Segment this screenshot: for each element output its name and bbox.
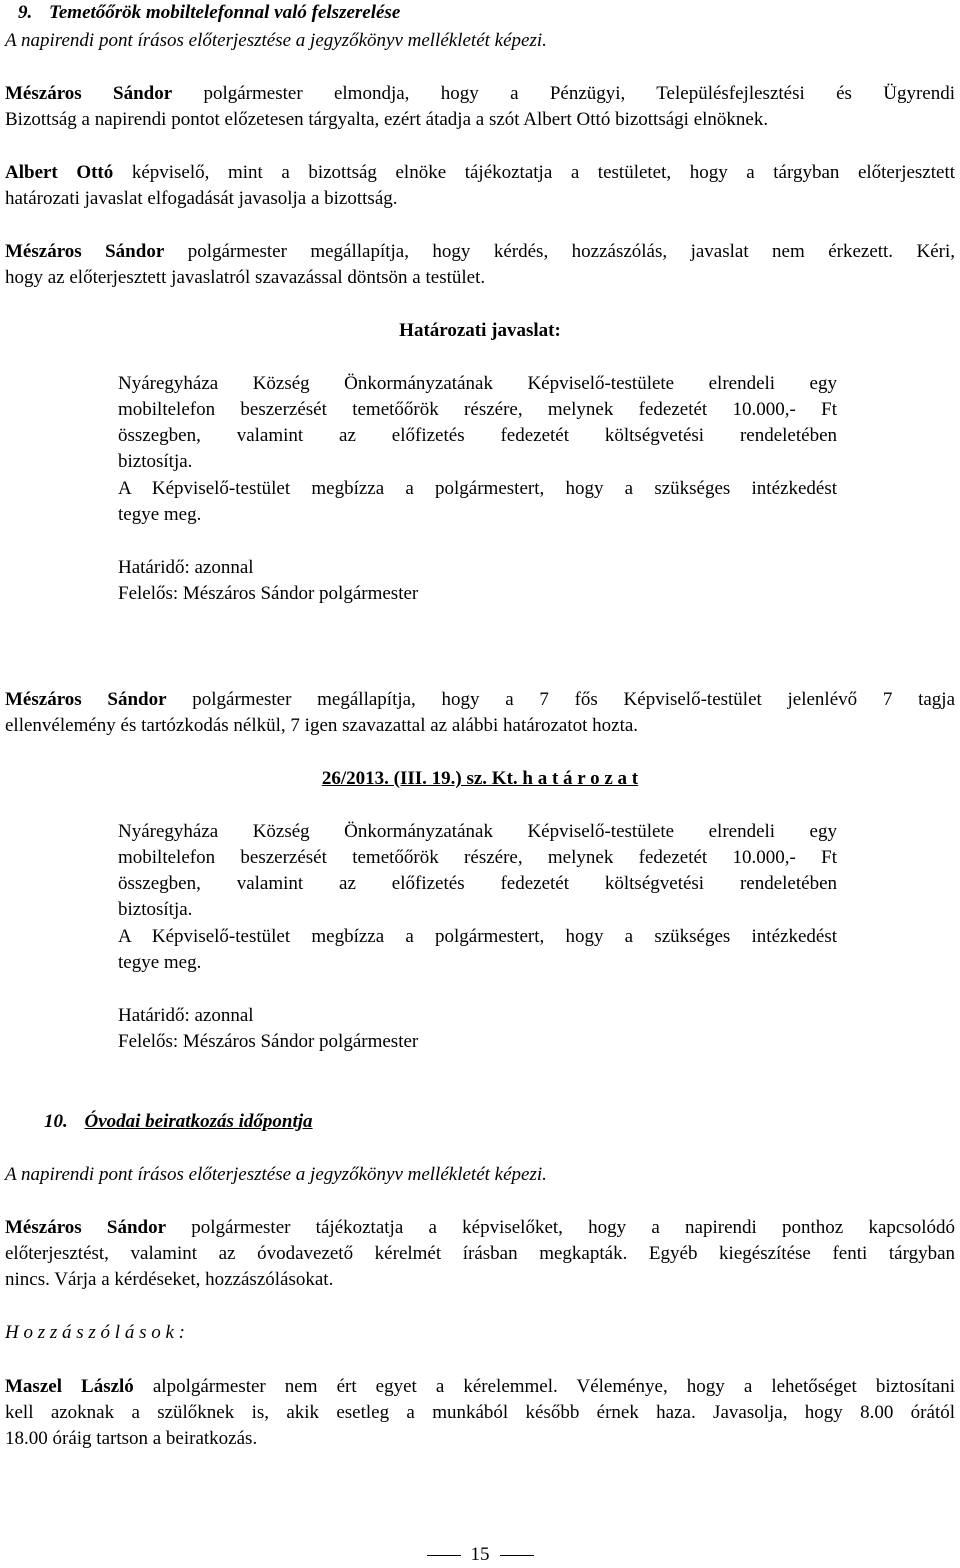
proposal-heading: Határozati javaslat: (399, 320, 561, 341)
paragraph-text: polgármester tájékoztatja a képviselőket, hogy a napirendi ponthoz kapcsolódó (166, 1217, 955, 1238)
speaker-name: Maszel László (5, 1376, 134, 1397)
item10-p1-line2: előterjesztést, valamint az óvodavezető kérelmét írásban megkapták. Egyéb kiegészítése fenti tárgyban (5, 1243, 955, 1264)
item10-p1-line1 (5, 1215, 955, 1241)
item9-intro: A napirendi pont írásos előterjesztése a jegyzőkönyv mellékletét képezi. (5, 30, 547, 51)
item10-title: Óvodai beiratkozás időpontja (84, 1111, 313, 1132)
resolution-line3: összegben, valamint az előfizetés fedezetét költségvetési rendeletében (118, 873, 837, 894)
resolution-deadline: Határidő: azonnal (118, 1005, 254, 1026)
proposal-responsible: Felelős: Mészáros Sándor polgármester (118, 583, 419, 604)
resolution-line6: tegye meg. (118, 952, 202, 973)
item10-intro: A napirendi pont írásos előterjesztése a jegyzőkönyv mellékletét képezi. (5, 1164, 547, 1185)
resolution-line1: Nyáregyháza Község Önkormányzatának Képviselő-testülete elrendeli egy (118, 821, 837, 842)
item9-p1-line1 (5, 81, 955, 107)
proposal-line1: Nyáregyháza Község Önkormányzatának Képviselő-testülete elrendeli egy (118, 373, 837, 394)
footer-dash-right (500, 1555, 534, 1556)
item9-p1-line2: Bizottság a napirendi pontot előzetesen tárgyalta, ezért átadja a szót Albert Ottó bizottsági elnöknek. (5, 109, 769, 130)
item10-p2-line2: kell azoknak a szülőknek is, akik esetleg a munkából később érnek haza. Javasolja, hogy 8.00 órától (5, 1402, 955, 1423)
proposal-line6: tegye meg. (118, 504, 202, 525)
item9-p3-line1 (5, 239, 955, 265)
item10-heading (44, 1109, 313, 1135)
item9-heading (18, 0, 400, 26)
item10-number: 10. (44, 1111, 68, 1132)
page-footer (0, 1542, 960, 1568)
proposal-line4: biztosítja. (118, 451, 193, 472)
page-number: 15 (470, 1544, 490, 1565)
speaker-name: Albert Ottó (5, 162, 114, 183)
resolution-heading: 26/2013. (III. 19.) sz. Kt. h a t á r o z a t (321, 768, 639, 789)
resolution-responsible: Felelős: Mészáros Sándor polgármester (118, 1031, 419, 1052)
item9-p4-line1 (5, 687, 955, 713)
speaker-name: Mészáros Sándor (5, 689, 167, 710)
paragraph-text: alpolgármester nem ért egyet a kérelemmel. Véleménye, hogy a lehetőséget biztosítani (133, 1376, 955, 1397)
proposal-line2: mobiltelefon beszerzését temetőőrök részére, melynek fedezetét 10.000,- Ft (118, 399, 837, 420)
paragraph-text: polgármester elmondja, hogy a Pénzügyi, Településfejlesztési és Ügyrendi (172, 83, 955, 104)
resolution-line5: A Képviselő-testület megbízza a polgármestert, hogy a szükséges intézkedést (118, 926, 837, 947)
item10-p1-line3: nincs. Várja a kérdéseket, hozzászólásokat. (5, 1269, 334, 1290)
paragraph-text: képviselő, mint a bizottság elnöke tájékoztatja a testületet, hogy a tárgyban előterjesztett (113, 162, 956, 183)
resolution-line4: biztosítja. (118, 899, 193, 920)
resolution-line2: mobiltelefon beszerzését temetőőrök részére, melynek fedezetét 10.000,- Ft (118, 847, 837, 868)
paragraph-text: polgármester megállapítja, hogy a 7 fős Képviselő-testület jelenlévő 7 tagja (166, 689, 955, 710)
item9-p4-line2: ellenvélemény és tartózkodás nélkül, 7 igen szavazattal az alábbi határozatot hozta. (5, 715, 639, 736)
speaker-name: Mészáros Sándor (5, 1217, 167, 1238)
speaker-name: Mészáros Sándor (5, 83, 173, 104)
proposal-line3: összegben, valamint az előfizetés fedezetét költségvetési rendeletében (118, 425, 837, 446)
paragraph-text: polgármester megállapítja, hogy kérdés, hozzászólás, javaslat nem érkezett. Kéri, (164, 241, 956, 262)
item9-p2-line2: határozati javaslat elfogadását javasolja a bizottság. (5, 188, 398, 209)
item10-p2-line1 (5, 1374, 955, 1400)
proposal-deadline: Határidő: azonnal (118, 557, 254, 578)
item9-number: 9. (18, 2, 33, 23)
item9-title: Temetőőrök mobiltelefonnal való felszerelése (49, 2, 401, 23)
item9-p3-line2: hogy az előterjesztett javaslatról szavazással döntsön a testület. (5, 267, 486, 288)
speaker-name: Mészáros Sándor (5, 241, 165, 262)
footer-dash-left (427, 1555, 461, 1556)
comments-heading: H o z z á s z ó l á s o k : (5, 1322, 185, 1343)
item10-p2-line3: 18.00 óráig tartson a beiratkozás. (5, 1428, 258, 1449)
item9-p2-line1 (5, 160, 955, 186)
proposal-line5: A Képviselő-testület megbízza a polgármestert, hogy a szükséges intézkedést (118, 478, 837, 499)
